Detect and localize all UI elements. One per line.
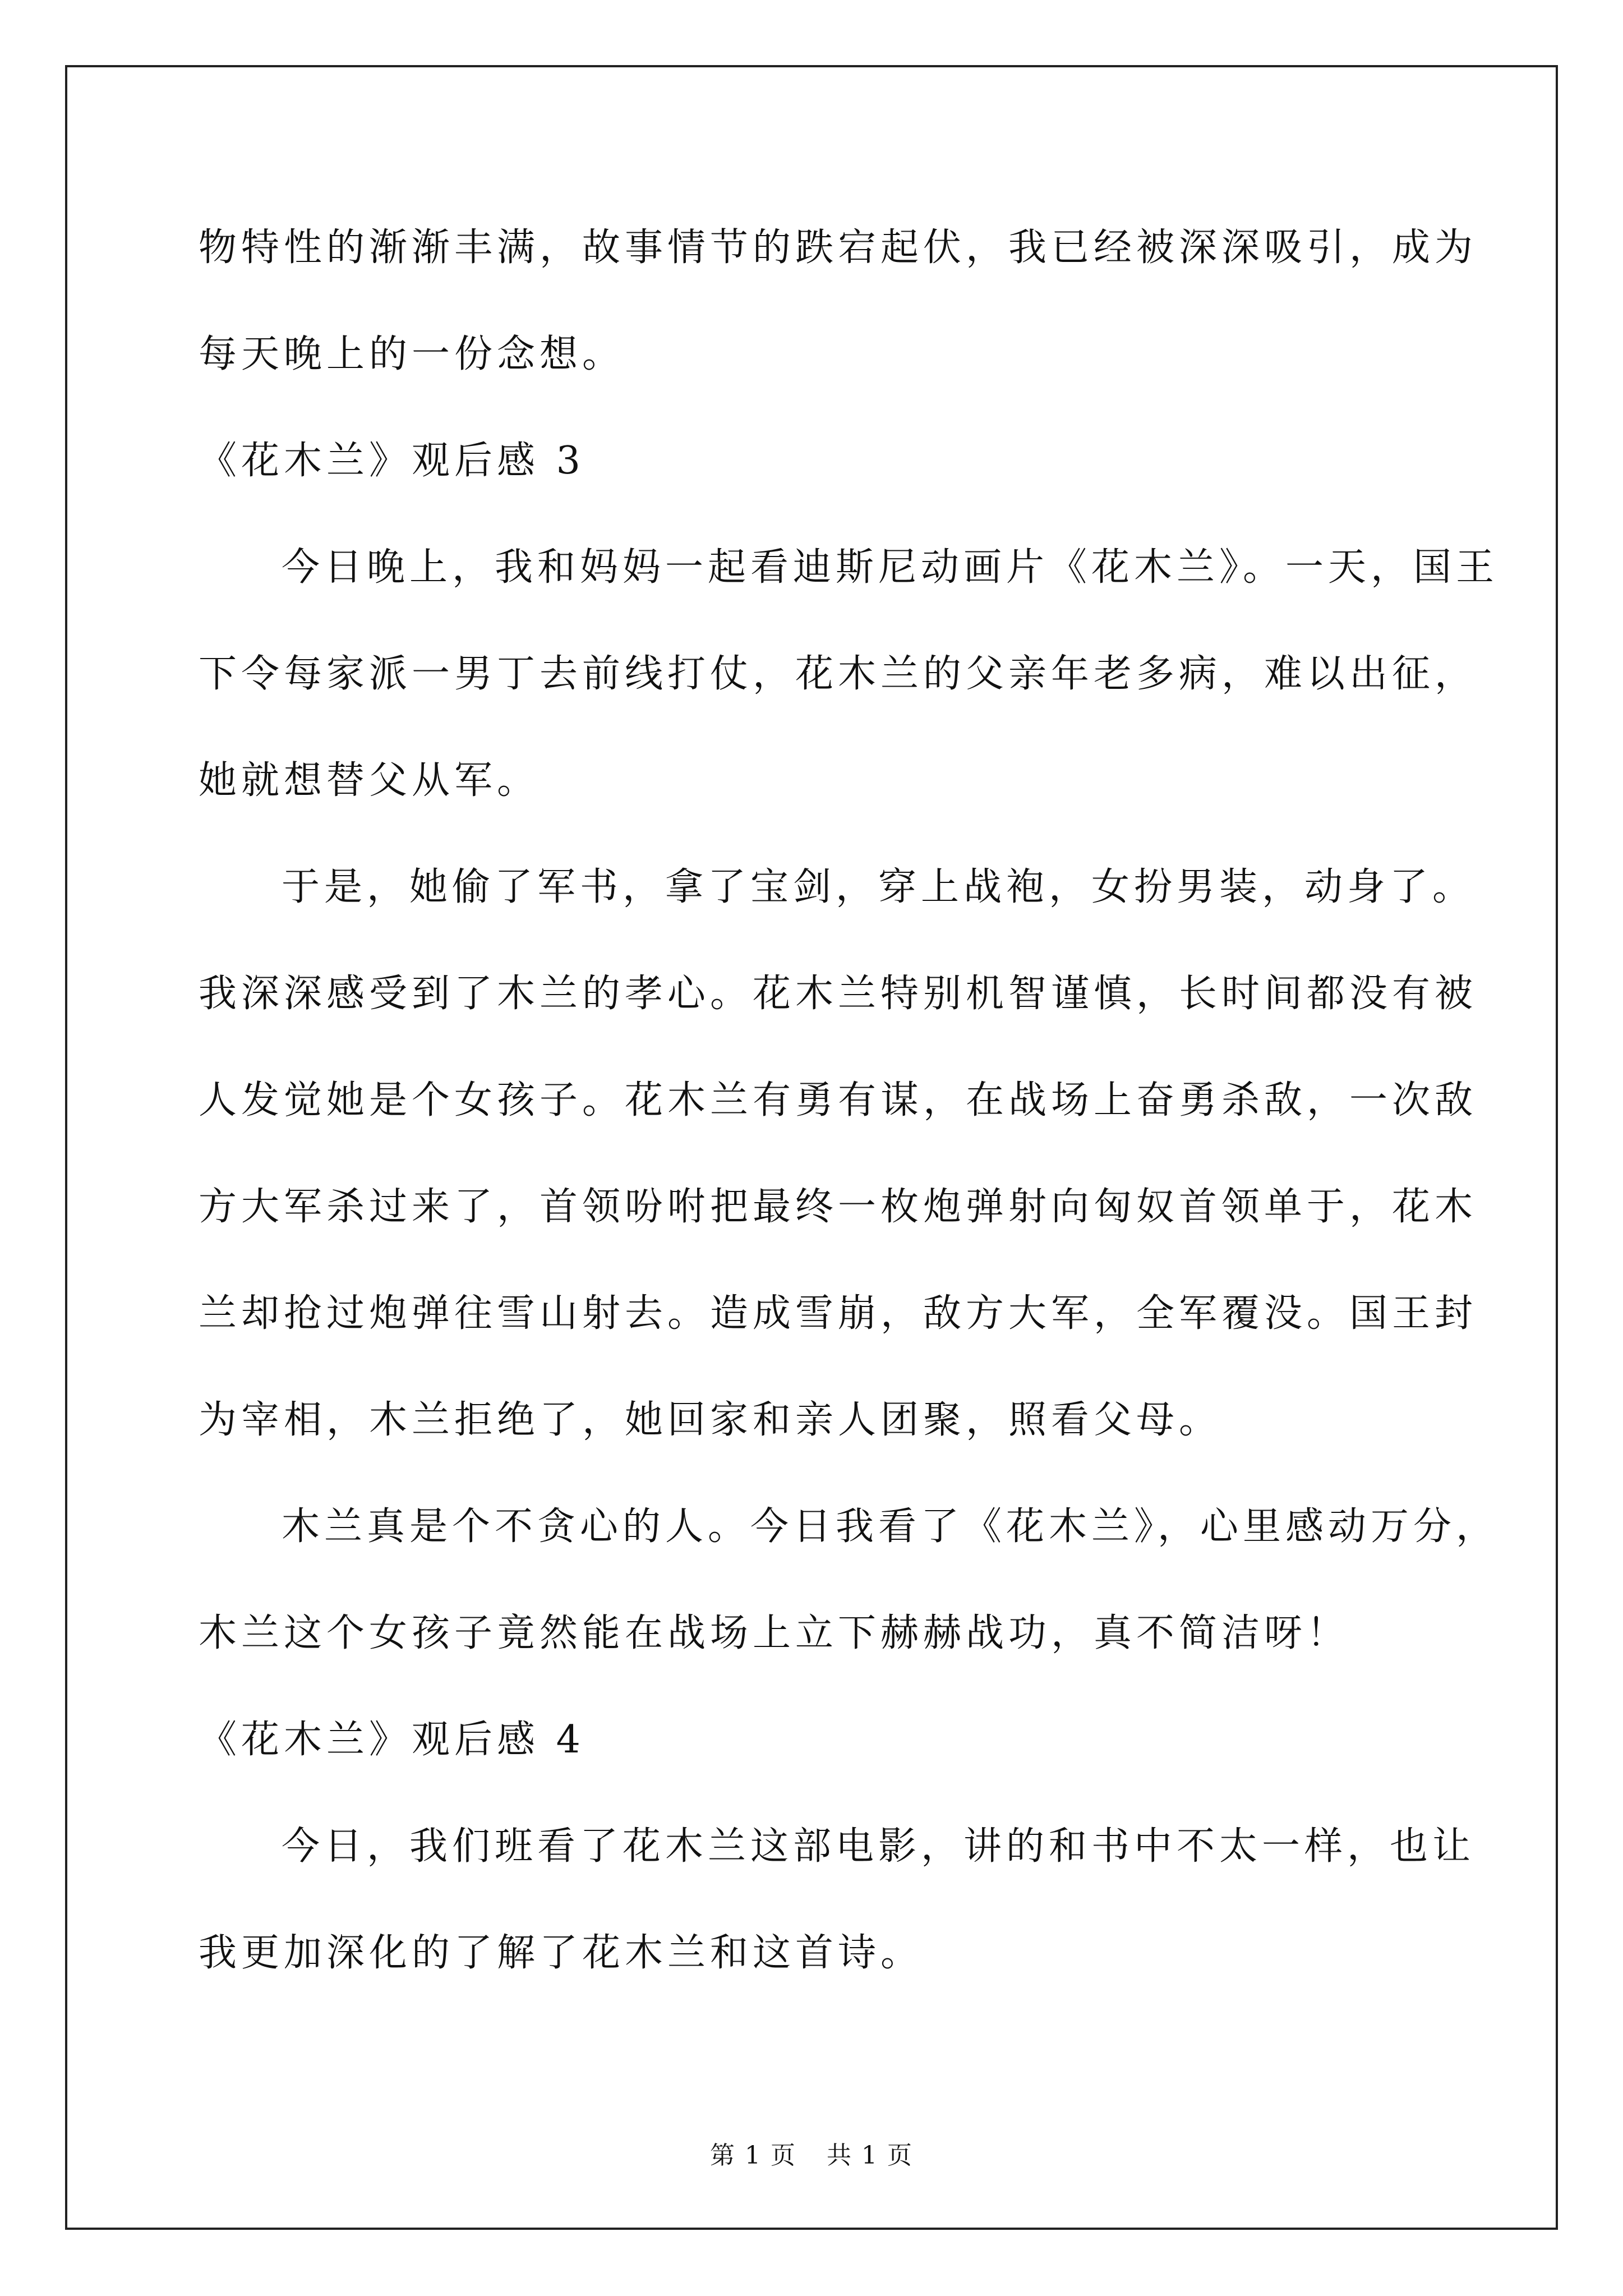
body-line: 木兰这个女孩子竟然能在战场上立下赫赫战功，真不简洁呀！	[199, 1611, 1350, 1655]
body-line: 今日晚上，我和妈妈一起看迪斯尼动画片《花木兰》。一天，国王	[282, 545, 1499, 590]
body-line: 方大军杀过来了，首领吩咐把最终一枚炮弹射向匈奴首领单于，花木	[199, 1185, 1478, 1229]
section-heading: 《花木兰》观后感 3	[199, 439, 585, 483]
body-line: 为宰相，木兰拒绝了，她回家和亲人团聚，照看父母。	[199, 1398, 1222, 1442]
page-footer	[0, 2135, 1623, 2171]
body-line: 今日，我们班看了花木兰这部电影，讲的和书中不太一样，也让	[282, 1824, 1476, 1869]
page-border	[65, 65, 1558, 2230]
body-line: 我深深感受到了木兰的孝心。花木兰特别机智谨慎，长时间都没有被	[199, 972, 1478, 1016]
page-number: 第 1 页	[710, 2141, 796, 2170]
body-line: 人发觉她是个女孩子。花木兰有勇有谋，在战场上奋勇杀敌，一次敌	[199, 1078, 1478, 1122]
body-line: 兰却抢过炮弹往雪山射去。造成雪崩，敌方大军，全军覆没。国王封	[199, 1291, 1478, 1336]
section-heading: 《花木兰》观后感 4	[199, 1718, 585, 1762]
body-line: 木兰真是个不贪心的人。今日我看了《花木兰》，心里感动万分，	[282, 1504, 1499, 1549]
body-line: 于是，她偷了军书，拿了宝剑，穿上战袍，女扮男装，动身了。	[282, 865, 1476, 909]
body-line: 下令每家派一男丁去前线打仗，花木兰的父亲年老多病，难以出征，	[199, 652, 1478, 696]
page-total: 共 1 页	[827, 2141, 913, 2170]
body-line: 每天晚上的一份念想。	[199, 332, 625, 376]
body-line: 我更加深化的了解了花木兰和这首诗。	[199, 1931, 924, 1975]
body-line: 她就想替父从军。	[199, 758, 540, 803]
body-line: 物特性的渐渐丰满，故事情节的跌宕起伏，我已经被深深吸引，成为	[199, 226, 1478, 270]
